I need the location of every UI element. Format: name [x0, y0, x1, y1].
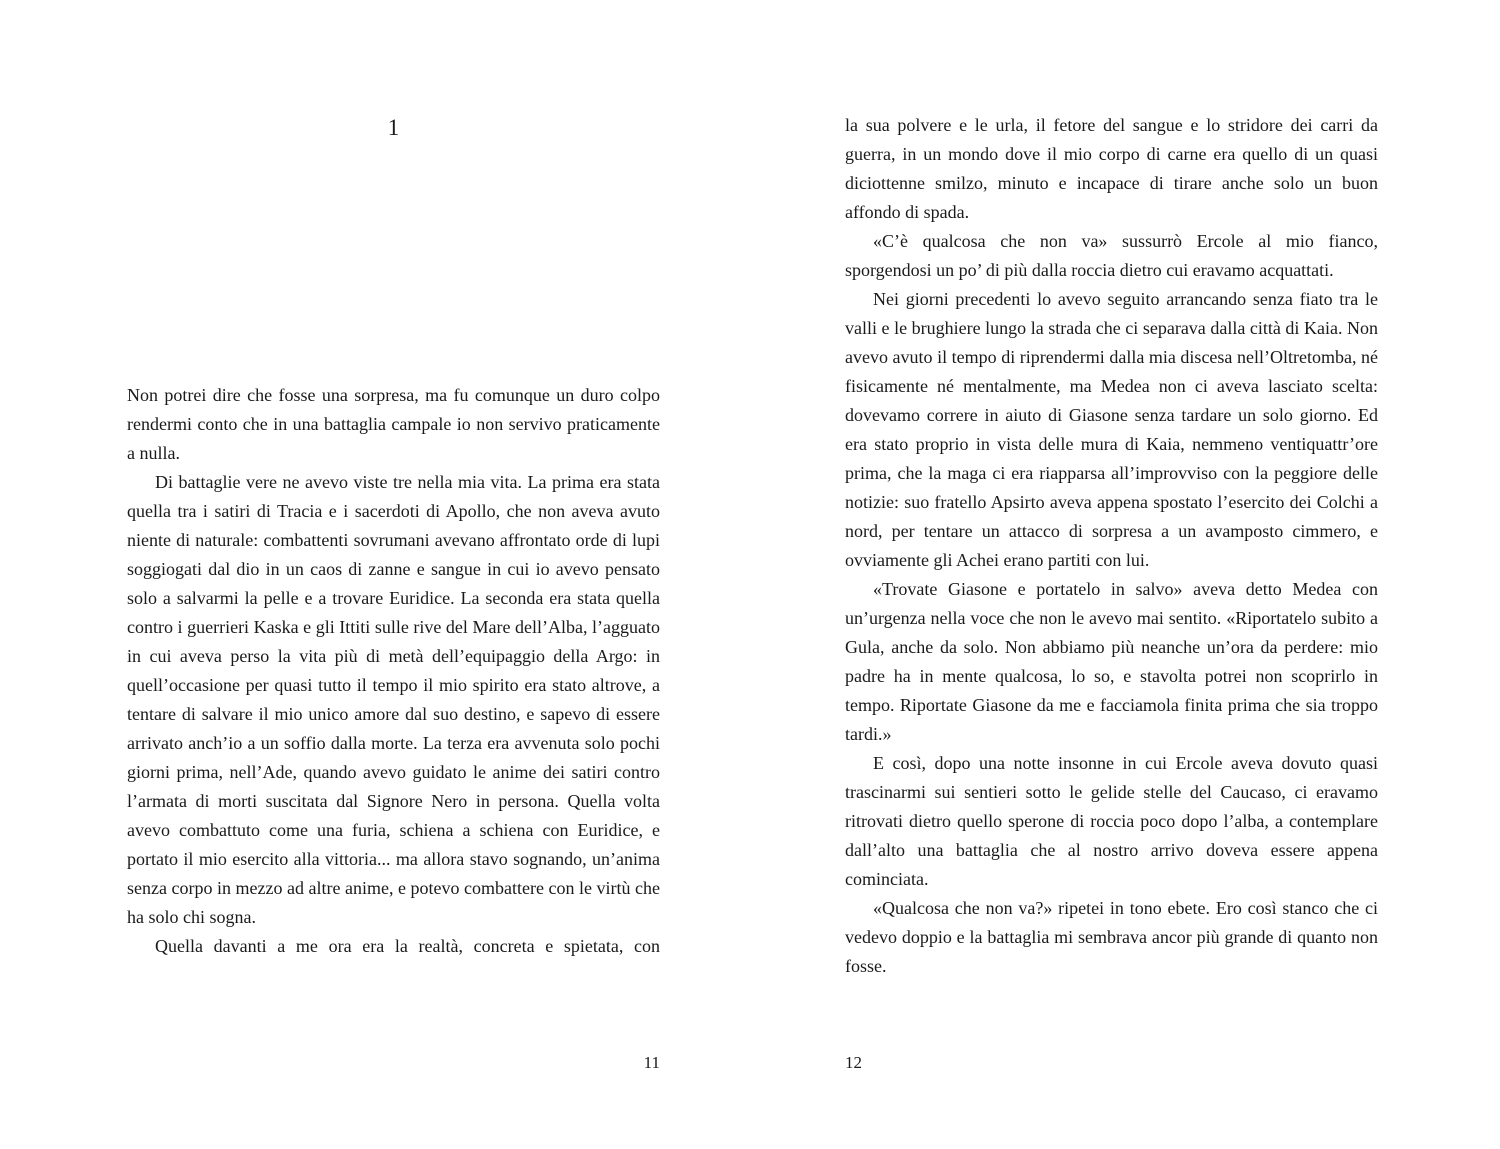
paragraph: E così, dopo una notte insonne in cui Ercole aveva dovuto quasi trascinarmi sui sentieri sotto le gelide stelle del Caucaso, ci eravamo ritrovati dietro quello sperone di roccia poco dopo l’alba, a contemplare dall’alto una battaglia che al nostro arrivo doveva essere appena cominciata.: [845, 753, 1378, 889]
paragraph: «C’è qualcosa che non va» sussurrò Ercole al mio fianco, sporgendosi un po’ di più dalla roccia dietro cui eravamo acquattati.: [845, 231, 1378, 280]
page-number-right: 12: [845, 1053, 862, 1072]
chapter-number: 1: [387, 115, 400, 140]
left-text-block: [127, 381, 660, 961]
paragraph: «Qualcosa che non va?» ripetei in tono ebete. Ero così stanco che ci vedevo doppio e la battaglia mi sembrava ancor più grande di quanto non fosse.: [845, 898, 1378, 976]
paragraph: «Trovate Giasone e portatelo in salvo» aveva detto Medea con un’urgenza nella voce che non le avevo mai sentito. «Riportatelo subito a Gula, anche da solo. Non abbiamo più neanche un’ora da perdere: mio padre ha in mente qualcosa, lo so, e stavolta potrei non scoprirlo in tempo. Riportate Giasone da me e facciamola finita prima che sia troppo tardi.»: [845, 579, 1378, 744]
page-right: [750, 0, 1500, 1149]
paragraph: Nei giorni precedenti lo avevo seguito arrancando senza fiato tra le valli e le brughiere lungo la strada che ci separava dalla città di Kaia. Non avevo avuto il tempo di riprendermi dalla mia discesa nell’Oltretomba, né fisicamente né mentalmente, ma Medea non ci aveva lasciato scelta: dovevamo correre in aiuto di Giasone senza tardare un solo giorno. Ed era stato proprio in vista delle mura di Kaia, nemmeno ventiquattr’ore prima, che la maga ci era riapparsa all’improvviso con la peggiore delle notizie: suo fratello Apsirto aveva appena spostato l’esercito dei Colchi a nord, per tentare un attacco di sorpresa a un avamposto cimmero, e ovviamente gli Achei erano partiti con lui.: [845, 289, 1378, 570]
page-number-left: 11: [643, 1053, 660, 1072]
paragraph: la sua polvere e le urla, il fetore del sangue e lo stridore dei carri da guerra, in un mondo dove il mio corpo di carne era quello di un quasi diciottenne smilzo, minuto e incapace di tirare anche solo un buon affondo di spada.: [845, 115, 1378, 222]
paragraph: Di battaglie vere ne avevo viste tre nella mia vita. La prima era stata quella tra i satiri di Tracia e i sacerdoti di Apollo, che non aveva avuto niente di naturale: combattenti sovrumani avevano affrontato orde di lupi soggiogati dal dio in un caos di zanne e sangue in cui io avevo pensato solo a salvarmi la pelle e a trovare Euridice. La seconda era stata quella contro i guerrieri Kaska e gli Ittiti sulle rive del Mare dell’Alba, l’agguato in cui aveva perso la vita più di metà dell’equipaggio della Argo: in quell’occasione per quasi tutto il tempo il mio spirito era stato altrove, a tentare di salvare il mio unico amore dal suo destino, e sapevo di essere arrivato anch’io a un soffio dalla morte. La terza era avvenuta solo pochi giorni prima, nell’Ade, quando avevo guidato le anime dei satiri contro l’armata di morti suscitata dal Signore Nero in persona. Quella volta avevo combattuto come una furia, schiena a schiena con Euridice, e portato il mio esercito alla vittoria... ma allora stavo sognando, un’anima senza corpo in mezzo ad altre anime, e potevo combattere con le virtù che ha solo chi sogna.: [127, 472, 660, 927]
paragraph: Non potrei dire che fosse una sorpresa, ma fu comunque un duro colpo rendermi conto che in una battaglia campale io non servivo praticamente a nulla.: [127, 385, 660, 463]
paragraph: Quella davanti a me ora era la realtà, concreta e spietata, con: [155, 936, 660, 956]
right-text-block: [845, 111, 1378, 981]
